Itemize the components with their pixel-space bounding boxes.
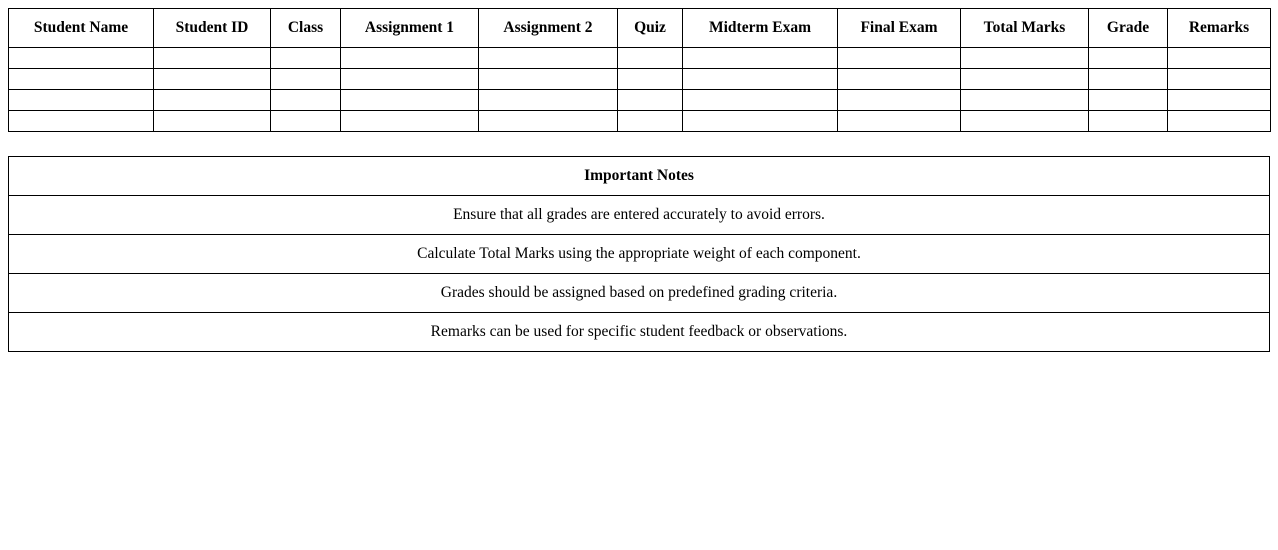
header-midterm-exam: Midterm Exam [683,9,838,48]
table-cell[interactable] [341,48,479,69]
table-cell[interactable] [838,90,961,111]
table-cell[interactable] [341,90,479,111]
table-cell[interactable] [618,69,683,90]
table-cell[interactable] [271,48,341,69]
header-student-name: Student Name [9,9,154,48]
grades-table [8,8,1271,132]
table-cell[interactable] [961,48,1089,69]
note-item: Calculate Total Marks using the appropriate weight of each component. [9,235,1270,274]
table-cell[interactable] [961,69,1089,90]
table-cell[interactable] [961,111,1089,132]
note-row [9,235,1270,274]
table-cell[interactable] [479,48,618,69]
table-cell[interactable] [618,111,683,132]
grades-table-body [9,48,1271,132]
table-cell[interactable] [683,69,838,90]
table-cell[interactable] [9,111,154,132]
table-cell[interactable] [1089,48,1168,69]
header-row [9,9,1271,48]
header-grade: Grade [1089,9,1168,48]
note-row [9,313,1270,352]
important-notes-table [8,156,1270,352]
table-cell[interactable] [154,48,271,69]
header-class: Class [271,9,341,48]
header-assignment-2: Assignment 2 [479,9,618,48]
notes-header-row [9,157,1270,196]
table-cell[interactable] [683,48,838,69]
table-row [9,48,1271,69]
table-cell[interactable] [9,69,154,90]
header-quiz: Quiz [618,9,683,48]
table-cell[interactable] [271,69,341,90]
table-cell[interactable] [618,48,683,69]
header-remarks: Remarks [1168,9,1271,48]
header-student-id: Student ID [154,9,271,48]
table-cell[interactable] [683,111,838,132]
header-total-marks: Total Marks [961,9,1089,48]
header-assignment-1: Assignment 1 [341,9,479,48]
table-cell[interactable] [1168,69,1271,90]
table-cell[interactable] [479,69,618,90]
table-cell[interactable] [1089,69,1168,90]
table-cell[interactable] [838,111,961,132]
table-cell[interactable] [683,90,838,111]
note-item: Ensure that all grades are entered accurately to avoid errors. [9,196,1270,235]
table-cell[interactable] [1089,90,1168,111]
table-cell[interactable] [341,111,479,132]
note-item: Grades should be assigned based on predefined grading criteria. [9,274,1270,313]
table-cell[interactable] [1089,111,1168,132]
table-cell[interactable] [154,69,271,90]
table-row [9,111,1271,132]
table-cell[interactable] [618,90,683,111]
table-row [9,90,1271,111]
table-cell[interactable] [1168,111,1271,132]
grades-table-header [9,9,1271,48]
table-cell[interactable] [1168,90,1271,111]
note-row [9,274,1270,313]
table-cell[interactable] [1168,48,1271,69]
table-cell[interactable] [341,69,479,90]
table-cell[interactable] [9,90,154,111]
header-final-exam: Final Exam [838,9,961,48]
note-item: Remarks can be used for specific student feedback or observations. [9,313,1270,352]
table-row [9,69,1271,90]
notes-title: Important Notes [9,157,1270,196]
note-row [9,196,1270,235]
table-cell[interactable] [961,90,1089,111]
table-cell[interactable] [479,90,618,111]
table-cell[interactable] [271,90,341,111]
table-cell[interactable] [838,69,961,90]
page-content [8,8,1270,352]
table-cell[interactable] [154,111,271,132]
table-cell[interactable] [271,111,341,132]
table-cell[interactable] [9,48,154,69]
table-cell[interactable] [838,48,961,69]
table-cell[interactable] [154,90,271,111]
table-cell[interactable] [479,111,618,132]
